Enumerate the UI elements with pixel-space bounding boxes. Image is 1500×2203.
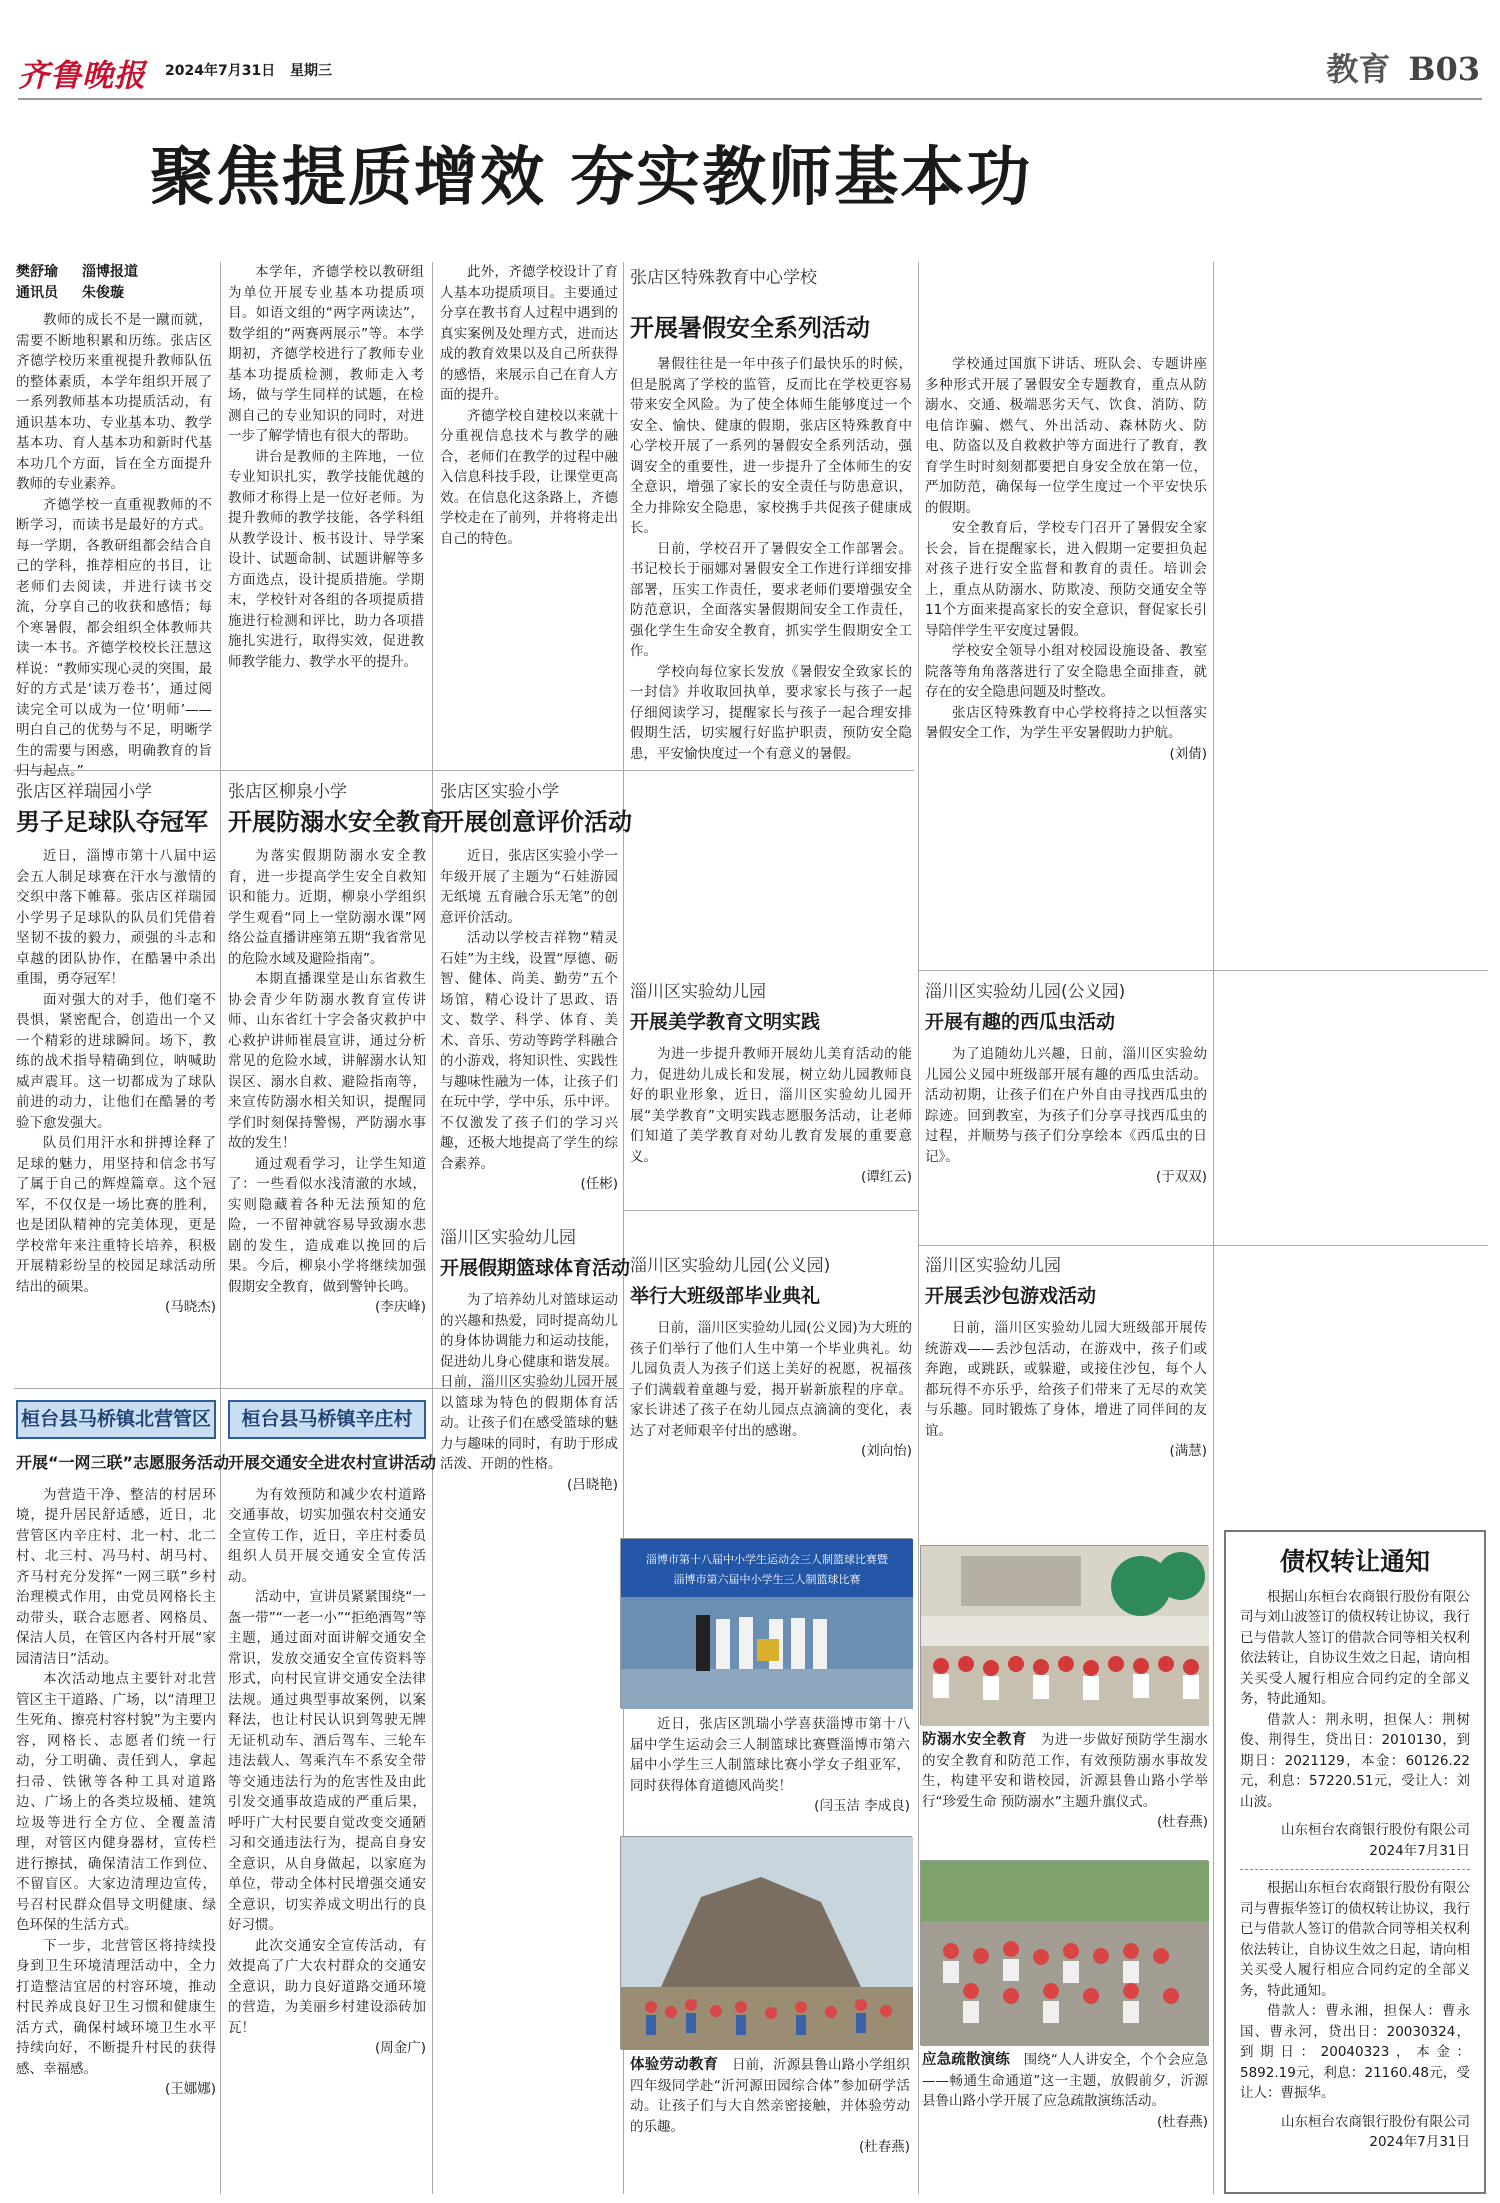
graduation-article [630, 1250, 912, 1530]
article-title: 开展“一网三联”志愿服务活动 [16, 1452, 230, 1472]
photo-label: 应急疏散演练 [922, 2052, 1010, 2068]
article-paragraph: 本期直播课堂是山东省救生协会青少年防溺水教育宣传讲师、山东省红十字会备灾救护中心救护讲师崔晨宣讲，通过分析常见的危险水域，讲解溺水认知误区、溺水自救、避险指南等，来宣传防溺水相关知识，提醒同学们时刻保持警惕，严防溺水事故的发生！ [228, 971, 426, 1151]
spec-article-col1 [630, 354, 912, 966]
article-title: 开展防溺水安全教育 [228, 808, 444, 836]
xinzhuang-article [228, 1392, 437, 2192]
caption-evacuation [922, 2050, 1208, 2195]
lead-article-col1 [16, 262, 212, 779]
article-paragraph: 队员们用汗水和拼搏诠释了足球的魅力，用坚持和信念书写了属于自己的辉煌篇章。这个冠军，不仅仅是一场比赛的胜利，也是团队精神的完美体现，更是学校常年来注重特长培养，积极开展精彩纷呈的校园足球活动所结出的硕果。 [16, 1135, 216, 1295]
header-rule [18, 98, 1482, 100]
lead-paragraph: 齐德学校一直重视教师的不断学习，而读书是最好的方式。每一学期，各教研组都会结合自己的学科，推荐相应的书目，让老师们去阅读，并进行读书交流，分享自己的收获和感悟；每个寒暑假，都会组织全体教师共读一本书。齐德学校校长汪慧这样说：“教师实现心灵的突围，最好的方式是‘读万卷书’，通过阅读完全可以成为一位‘明师’——明白自己的优势与不足，明晰学生的需要与困惑，明确教育的旨归与起点。” [16, 496, 212, 779]
issue-date: 2024年7月31日 [165, 63, 276, 79]
article-author: (周金广) [374, 2040, 426, 2056]
article-paragraph: 日前，淄川区实验幼儿园(公义园)为大班的孩子们举行了他们人生中第一个毕业典礼。幼儿园负责人为孩子们送上美好的祝愿，祝福孩子们满载着童趣与爱，揭开崭新旅程的序章。家长讲述了孩子在幼儿园点点滴滴的变化，表达了对老师艰辛付出的感谢。 [630, 1320, 912, 1439]
article-paragraph: 安全教育后，学校专门召开了暑假安全家长会，旨在提醒家长，进入假期一定要担负起对孩子进行安全监督和教育的责任。培训会上，重点从防溺水、防欺凌、预防交通安全等11个方面来提高家长的安全意识，督促家长引导陪伴学生平安度过暑假。 [925, 520, 1207, 639]
section-label [1326, 44, 1480, 90]
article-author: (任彬) [580, 1176, 618, 1192]
photo-caption-wrap [630, 2055, 910, 2137]
lead-article-col2 [228, 262, 424, 762]
article-kicker: 淄川区实验幼儿园 [925, 1256, 1061, 1276]
spacer [620, 1218, 621, 1219]
article-author: (刘向怡) [860, 1443, 912, 1459]
photo-basketball-award [620, 1538, 912, 1708]
lead-paragraph: 齐德学校自建校以来就十分重视信息技术与教学的融合，老师们在教学的过程中融入信息科技手段，让课堂更高效。在信息化这条路上，齐德学校走在了前列，并将将走出自己的特色。 [440, 407, 618, 547]
article-paragraph: 日前，淄川区实验幼儿园大班级部开展传统游戏——丢沙包活动，在游戏中，孩子们或奔跑，或跳跃，或躲避，或接住沙包，每个人都玩得不亦乐乎，给孩子们带来了无尽的欢笑与乐趣。同时锻炼了身体，增进了同伴间的友谊。 [925, 1320, 1207, 1439]
debt-transfer-notice [1224, 1530, 1486, 2194]
row-divider [623, 1210, 918, 1211]
lead-article-col3 [440, 262, 618, 762]
notice-date: 2024年7月31日 [1369, 1842, 1470, 1859]
notice-title: 债权转让通知 [1279, 1547, 1430, 1576]
byline-name: 樊舒瑜 [16, 264, 58, 280]
flood-article [228, 776, 444, 1384]
issue-weekday: 星期三 [290, 63, 332, 79]
article-paragraph: 近日，淄博市第十八届中运会五人制足球赛在汗水与激情的交织中落下帷幕。张店区祥瑞园小学男子足球队的队员们凭借着坚韧不拔的毅力，顽强的斗志和卓越的团队协作，在酷暑中杀出重围，勇夺冠军！ [16, 848, 216, 987]
article-paragraph: 面对强大的对手，他们毫不畏惧，紧密配合，创造出一个又一个精彩的进球瞬间。场下，教练的战术指导精确到位，呐喊助威声震耳。这一切都成为了球队前进的动力，让他们在酷暑的考验下愈发强大。 [16, 991, 216, 1131]
article-title: 开展创意评价活动 [440, 808, 632, 836]
newspaper-logo: 齐鲁晚报 [18, 58, 146, 94]
notice-paragraph: 借款人：荆永明，担保人：荆树俊、荆得生，贷出日：2010130，到期日：2021129，本金：60126.22元，利息：57220.51元，受让人：刘山波。 [1240, 1711, 1470, 1810]
lead-paragraph: 教师的成长不是一蹴而就，需要不断地积累和历练。张店区齐德学校历来重视提升教师队伍的整体素质，本学年组织开展了一系列教师基本功提质活动，有通识基本功、专业基本功、教学基本功、育人基本功和新时代基本功几个方面，旨在全方面提升教师的专业素养。 [16, 312, 212, 492]
article-kicker: 淄川区实验幼儿园(公义园) [925, 982, 1126, 1002]
notice-paragraph: 根据山东桓台农商银行股份有限公司与刘山波签订的债权转让协议，我行已与借款人签订的借款合同等相关权利依法转让，自协议生效之日起，请向相关买受人履行相应合同约定的全部义务，特此通知。 [1240, 1588, 1470, 1707]
photo-caption: 围绕“人人讲安全，个个会应急——畅通生命通道”这一主题，放假前夕，沂源县鲁山路小学开展了应急疏散演练活动。 [922, 2052, 1209, 2109]
article-kicker: 淄川区实验幼儿园(公义园) [630, 1256, 831, 1276]
notice-date: 2024年7月31日 [1369, 2134, 1470, 2150]
watermelon-article [925, 976, 1207, 1241]
article-author: (李庆峰) [374, 1299, 426, 1315]
page-number: B03 [1408, 50, 1480, 88]
basketball-article [440, 1222, 631, 1532]
article-kicker: 淄川区实验幼儿园 [630, 982, 766, 1002]
photo-banner-line: 淄博市第六届中小学生三人制篮球比赛 [673, 1573, 861, 1586]
row-divider [918, 970, 1488, 971]
aesthetic-article [630, 976, 912, 1208]
article-paragraph: 为营造干净、整洁的村居环境，提升居民舒适感，近日，北营管区内辛庄村、北一村、北二村、北三村、冯马村、胡马村、齐马村充分发挥“一网三联”乡村治理模式作用，由党员网格长主动带头，联合志愿者、网格员、保洁人员，在管区内各村开展“家园清洁日”活动。 [16, 1486, 216, 1667]
row-divider [918, 1245, 1488, 1246]
beiying-article [16, 1392, 230, 2192]
lead-paragraph: 此外，齐德学校设计了育人基本功提质项目。主要通过分享在教书育人过程中遇到的真实案例及处理方式，进而达成的教育效果以及自己所获得的感悟，来展示自己在育人方面的提升。 [440, 264, 618, 403]
article-kicker: 淄川区实验幼儿园 [440, 1228, 576, 1248]
article-title: 开展假期篮球体育活动 [440, 1257, 631, 1279]
article-paragraph: 学校向每位家长发放《暑假安全致家长的一封信》并收取回执单，要求家长与孩子一起仔细阅读学习，提醒家长与孩子一起合理安排假期生活，切实履行好监护职责，预防安全隐患，平安愉快度过一个有意义的暑假。 [630, 663, 912, 762]
spec-heading [630, 262, 912, 307]
article-paragraph: 张店区特殊教育中心学校将持之以恒落实暑假安全工作，为学生平安暑假助力护航。 [925, 704, 1207, 741]
article-kicker: 张店区柳泉小学 [228, 782, 347, 802]
article-author: (于双双) [1155, 1169, 1207, 1185]
article-paragraph: 此次交通安全宣传活动，有效提高了广大农村群众的交通安全意识，助力良好道路交通环境的营造，为美丽乡村建设添砖加瓦！ [228, 1937, 426, 2036]
article-title: 男子足球队夺冠军 [16, 808, 208, 836]
photo-caption: 近日，张店区凯瑞小学喜获淄博市第十八届中学生运动会三人制篮球比赛暨淄博市第六届中小学生三人制篮球比赛小学女子组亚军，同时获得体育道德风尚奖！ [630, 1716, 910, 1794]
lead-byline [16, 262, 212, 304]
photo-caption: 为进一步做好预防学生溺水的安全教育和防范工作，有效预防溺水事故发生，构建平安和谐校园，沂源县鲁山路小学举行“珍爱生命 预防溺水”主题升旗仪式。 [922, 1732, 1209, 1810]
article-paragraph: 活动中，宣讲员紧紧围绕“一盔一带”“一老一小”“拒绝酒驾”等主题，通过面对面讲解交通安全常识，发放交通安全宣传资料等形式，向村民宣讲交通安全法律法规。通过典型事故案例，以案释法，也让村民认识到驾驶无牌无证机动车、酒后驾车、三轮车违法载人、驾乘汽车不系安全带等交通违法行为的危害性及由此引发交通事故造成的严重后果，呼吁广大村民要自觉改变交通陋习和交通违法行为，提高自身安全意识，从自身做起，以家庭为单位，带动全体村民增强交通安全意识，切实养成文明出行的良好习惯。 [228, 1589, 426, 1933]
article-paragraph: 近日，张店区实验小学一年级开展了主题为“石娃游园无纸境 五育融合乐无笔”的创意评价活动。 [440, 848, 618, 926]
photo-caption-wrap [922, 2050, 1208, 2112]
article-title: 开展有趣的西瓜虫活动 [925, 1011, 1116, 1033]
main-headline: 聚焦提质增效 夯实教师基本功 [150, 140, 1033, 215]
article-author: (满慧) [1169, 1443, 1207, 1459]
photo-author: (杜春燕) [858, 2139, 910, 2155]
article-title: 开展交通安全进农村宣讲活动 [228, 1452, 437, 1472]
article-paragraph: 下一步，北营管区将持续投身到卫生环境清理活动中，全力打造整洁宜居的村容环境，推动村民养成良好卫生习惯和健康生活方式，确保村域环境卫生水平持续向好，不断提升村民的获得感、幸福感。 [16, 1937, 216, 2077]
article-title: 举行大班级部毕业典礼 [630, 1285, 821, 1307]
photo-author: (杜春燕) [1156, 2113, 1208, 2130]
article-author: (王娜娜) [164, 2081, 216, 2097]
article-paragraph: 学校通过国旗下讲话、班队会、专题讲座多种形式开展了暑假安全专题教育，重点从防溺水、交通、极端恶劣天气、饮食、消防、防电信诈骗、燃气、外出活动、森林防火、防电、防盗以及自救救护等方面进行了教育，教育学生时时刻刻都要把自身安全放在第一位，严加防范，确保每一位学生度过一个平安快乐的假期。 [925, 356, 1207, 516]
spec-title-wrap [630, 312, 1200, 352]
photo-author: (杜春燕) [1156, 1814, 1208, 1830]
article-title: 开展暑假安全系列活动 [630, 314, 870, 342]
photo-evacuation-drill [920, 1860, 1208, 2045]
column-divider [918, 262, 919, 2194]
lead-paragraph: 讲台是教师的主阵地，一位专业知识扎实，教学技能优越的教师才称得上是一位好老师。为提升教师的教学技能，各学科组从教学设计、板书设计、导学案设计、试题命制、试题讲解等多方面选点，设计提质措施。学期末，学校针对各组的各项提质措施进行检测和评比，助力各项措施扎实进行，取得实效，促进教师教学能力、教学水平的提升。 [228, 448, 424, 670]
spec-article-col2 [925, 354, 1207, 966]
photo-caption-wrap [922, 1730, 1208, 1812]
article-paragraph: 暑假往往是一年中孩子们最快乐的时候，但是脱离了学校的监管，反而比在学校更容易带来安全风险。为了使全体师生能够度过一个安全、愉快、健康的假期，张店区特殊教育中心学校开展了一系列的暑假安全系列活动，强调安全的重要性，进一步提升了全体师生的安全意识，增强了家长的安全责任与防患意识，全力排除安全隐患，家校携手共促孩子健康成长。 [630, 356, 912, 536]
article-kicker: 张店区祥瑞园小学 [16, 782, 152, 802]
sandbag-article [925, 1250, 1207, 1520]
region-banner: 桓台县马桥镇辛庄村 [228, 1400, 426, 1439]
article-paragraph: 为落实假期防溺水安全教育，进一步提高学生安全自救知识和能力。近期，柳泉小学组织学生观看“同上一堂防溺水课”网络公益直播讲座第五期“我省常见的危险水域及避险指南”。 [228, 848, 426, 967]
article-paragraph: 为进一步提升教师开展幼儿美育活动的能力，促进幼儿成长和发展，树立幼儿园教师良好的职业形象，近日，淄川区实验幼儿园开展“美学教育”文明实践志愿服务活动，让老师们知道了美学教育对幼儿教育发展的重要意义。 [630, 1046, 912, 1165]
article-paragraph: 本次活动地点主要针对北营管区主干道路、广场，以“清理卫生死角、擦亮村容村貌”为主要内容，网格长、志愿者们统一行动，分工明确、责任到人，拿起扫帚、铁锹等各种工具对道路边、广场上的各类垃圾桶、建筑垃圾等进行全方位、全覆盖清理，对管区内健身器材，宣传栏进行擦拭，确保清洁工作到位、不留盲区。大家边清理边宣传，号召村民群众倡导文明健康、绿色环保的生活方式。 [16, 1671, 216, 1933]
notice-paragraph: 根据山东桓台农商银行股份有限公司与曹振华签订的债权转让协议，我行已与借款人签订的借款合同等相关权利依法转让，自协议生效之日起，请向相关买受人履行相应合同约定的全部义务，特此通知。 [1240, 1880, 1470, 1999]
photo-caption: 日前，沂源县鲁山路小学组织四年级同学赴“沂河源田园综合体”参加研学活动。让孩子们与大自然亲密接触，并体验劳动的乐趣。 [630, 2057, 911, 2135]
photo-flag-raising [920, 1545, 1208, 1725]
notice-org: 山东桓台农商银行股份有限公司 [1281, 2113, 1470, 2130]
caption-labor [630, 2055, 910, 2195]
notice-org: 山东桓台农商银行股份有限公司 [1281, 1822, 1470, 1838]
article-paragraph: 为有效预防和减少农村道路交通事故，切实加强农村交通安全宣传工作，近日，辛庄村委员组织人员开展交通安全宣传活动。 [228, 1486, 426, 1585]
article-paragraph: 通过观看学习，让学生知道了：一些看似水浅清澈的水域，实则隐藏着各种无法预知的危险，一不留神就容易导致溺水悲剧的发生，造成难以挽回的后果。今后，柳泉小学将继续加强假期安全教育，做到警钟长鸣。 [228, 1155, 426, 1295]
article-author: (谭红云) [860, 1169, 912, 1185]
section-name: 教育 [1326, 50, 1391, 88]
article-author: (马晓杰) [164, 1299, 216, 1315]
spacer [620, 1212, 918, 1213]
article-author: (刘倩) [1169, 745, 1207, 762]
byline-role: 朱俊璇 [82, 285, 124, 301]
photo-banner-line: 淄博市第十八届中小学生运动会三人制篮球比赛暨 [646, 1553, 888, 1566]
lead-paragraph: 本学年，齐德学校以教研组为单位开展专业基本功提质项目。如语文组的“两字两读达”，数学组的“两赛两展示”等。本学期初，齐德学校进行了教师专业基本功提质检测，教师走入考场，做与学生同样的试题，在检测自己的专业知识的同时，对进一步了解学情也有很大的帮助。 [228, 264, 424, 444]
article-paragraph: 为了培养幼儿对篮球运动的兴趣和热爱，同时提高幼儿的身体协调能力和运动技能，促进幼儿身心健康和谐发展。日前，淄川区实验幼儿园开展以篮球为特色的假期体育活动。让孩子们在感受篮球的魅力与趣味的同时，有助于形成活泼、开朗的性格。 [440, 1292, 618, 1472]
caption-flag-raising [922, 1730, 1208, 1850]
column-divider [1213, 262, 1214, 2194]
article-title: 开展美学教育文明实践 [630, 1011, 821, 1033]
byline-role: 淄博报道 [82, 264, 138, 280]
creative-article [440, 776, 632, 1216]
soccer-article [16, 776, 216, 1384]
byline-name: 通讯员 [16, 285, 58, 301]
column-divider [432, 262, 433, 2194]
article-kicker: 张店区特殊教育中心学校 [630, 268, 817, 288]
notice-paragraph: 借款人：曹永湘，担保人：曹永国、曹永河，贷出日：20030324，到期日：20040323，本金：5892.19元，利息：21160.48元，受让人：曹振华。 [1240, 2003, 1470, 2101]
article-kicker: 张店区实验小学 [440, 782, 559, 802]
article-paragraph: 日前，学校召开了暑假安全工作部署会。书记校长于丽娜对暑假安全工作进行详细安排部署，压实工作责任，要求老师们要增强安全防范意识，全面落实暑假期间安全工作责任，强化学生生命安全教育，抓实学生假期安全工作。 [630, 540, 912, 659]
photo-labor-education [620, 1836, 912, 2049]
column-divider [220, 262, 221, 2194]
caption-basketball-award [630, 1714, 910, 1824]
article-paragraph: 学校安全领导小组对校园设施设备、教室院落等角角落落进行了安全隐患全面排查，就存在的安全隐患问题及时整改。 [925, 643, 1207, 700]
article-title: 开展丢沙包游戏活动 [925, 1285, 1097, 1307]
article-author: (吕晓艳) [566, 1476, 618, 1493]
article-paragraph: 为了追随幼儿兴趣，日前，淄川区实验幼儿园公义园中班级部开展有趣的西瓜虫活动。活动初期，让孩子们在户外自由寻找西瓜虫的踪迹。回到教室，为孩子们分享寻找西瓜虫的过程，并顺势与孩子们分享绘本《西瓜虫的日记》。 [925, 1046, 1207, 1165]
photo-author: (闫玉洁 李成良) [814, 1798, 910, 1814]
photo-label: 防溺水安全教育 [922, 1732, 1027, 1748]
photo-label: 体验劳动教育 [630, 2057, 719, 2073]
region-banner: 桓台县马桥镇北营管区 [16, 1400, 216, 1439]
article-paragraph: 活动以学校吉祥物“精灵石娃”为主线，设置“厚德、砺智、健体、尚美、勤劳”五个场馆，精心设计了思政、语文、数学、科学、体育、美术、音乐、劳动等跨学科融合的小游戏，将知识性、实践性与趣味性融为一体，让孩子们在玩中学，学中乐，乐中评。不仅激发了孩子们的学习兴趣，还极大地提高了学生的综合素养。 [440, 930, 618, 1172]
